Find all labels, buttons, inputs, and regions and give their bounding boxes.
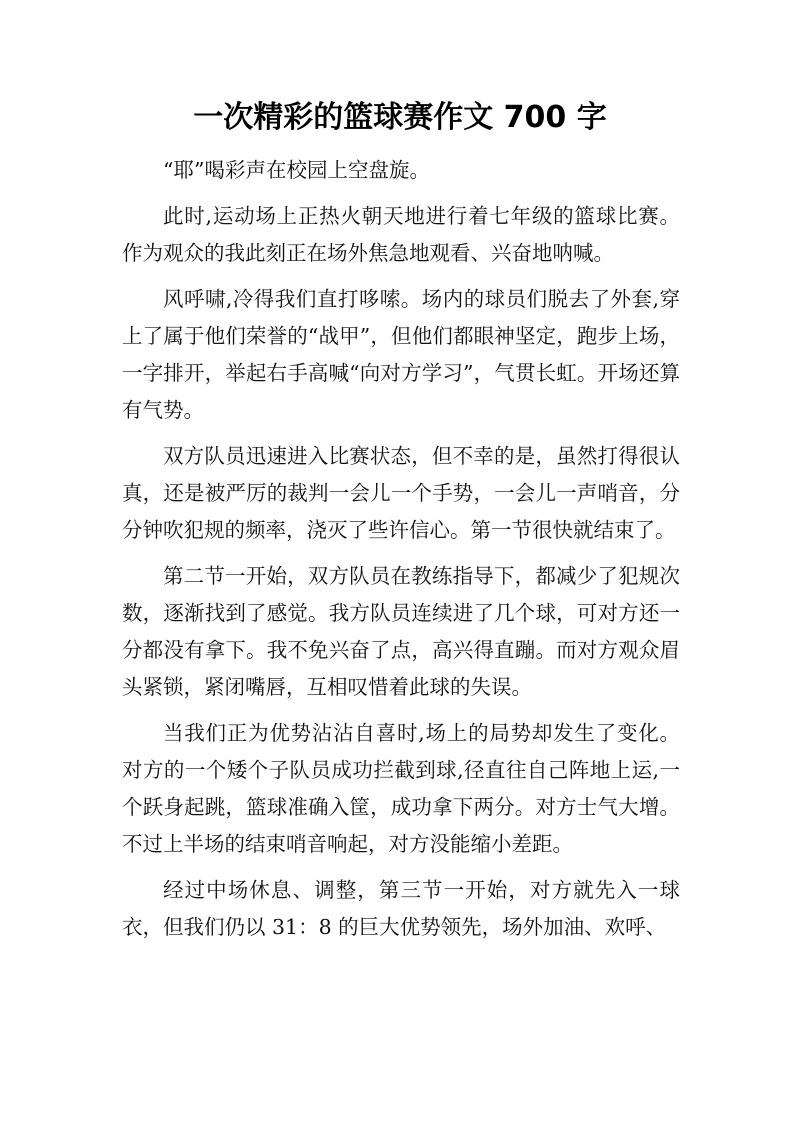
paragraph: 经过中场休息、调整，第三节一开始，对方就先入一球衣，但我们仍以 31：8 的巨大优势领先，场外加油、欢呼、 [122, 878, 680, 939]
paragraph: 当我们正为优势沾沾自喜时,场上的局势却发生了变化。对方的一个矮个子队员成功拦截到球,径直往自己阵地上运,一个跃身起跳，篮球准确入筐，成功拿下两分。对方士气大增。不过上半场的结束哨音响起，对方没能缩小差距。 [122, 721, 680, 856]
paragraph: 此时,运动场上正热火朝天地进行着七年级的篮球比赛。作为观众的我此刻正在场外焦急地观看、兴奋地呐喊。 [122, 204, 680, 265]
paragraph: 第二节一开始，双方队员在教练指导下，都减少了犯规次数，逐渐找到了感觉。我方队员连续进了几个球，可对方还一分都没有拿下。我不免兴奋了点，高兴得直蹦。而对方观众眉头紧锁，紧闭嘴唇，互相叹惜着此球的失误。 [122, 564, 680, 699]
paragraph: 双方队员迅速进入比赛状态，但不幸的是，虽然打得很认真，还是被严厉的裁判一会儿一个手势，一会儿一声哨音，分分钟吹犯规的频率，浇灭了些许信心。第一节很快就结束了。 [122, 444, 680, 542]
paragraph: “耶”喝彩声在校园上空盘旋。 [163, 158, 430, 182]
document-body [122, 152, 680, 955]
document-title: 一次精彩的篮球赛作文 700 字 [193, 100, 607, 135]
paragraph: 风呼啸,冷得我们直打哆嗦。场内的球员们脱去了外套,穿上了属于他们荣誉的“战甲”，但他们都眼神坚定，跑步上场，一字排开，举起右手高喊“向对方学习”，气贯长虹。开场还算有气势。 [122, 287, 680, 422]
